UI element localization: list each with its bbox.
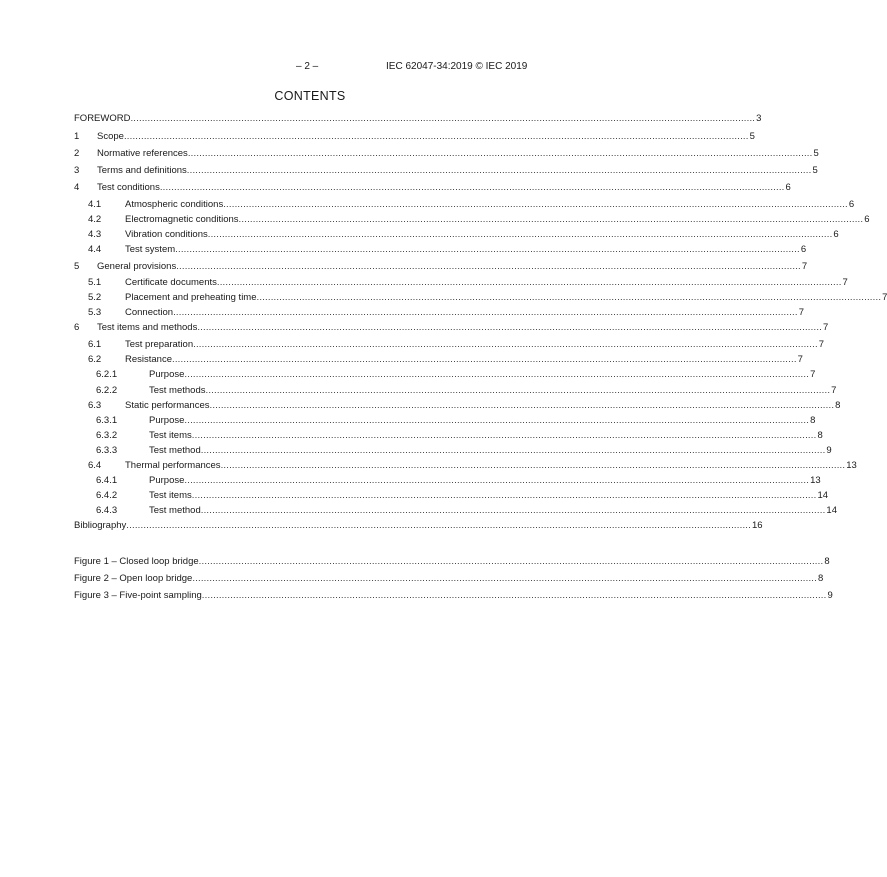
toc-entry-number: 6.4.3: [96, 505, 118, 516]
toc-entry[interactable]: [74, 475, 821, 487]
toc-entry[interactable]: [74, 354, 803, 366]
figure-entry-page: 9: [827, 590, 833, 601]
figure-entry-page: 8: [824, 556, 830, 567]
toc-entry-page: 7: [798, 307, 805, 318]
toc-entry-number: 6.2.1: [96, 369, 118, 380]
toc-entry-number: 6.4: [88, 460, 102, 471]
toc-entry-title: Terms and definitions: [97, 165, 187, 176]
toc-entry[interactable]: [74, 229, 839, 241]
toc-entry-number: 4.1: [88, 199, 102, 210]
toc-entry-page: 16: [751, 520, 763, 531]
dot-leader: ............................................................................................................................................................................................................................: [187, 148, 813, 159]
toc-entry[interactable]: [74, 182, 791, 194]
toc-entry-title: Normative references: [97, 148, 188, 159]
toc-entry-page: 14: [826, 505, 837, 516]
toc-entry[interactable]: [74, 400, 841, 412]
toc-entry-page: 6: [833, 229, 839, 240]
toc-entry-title: Vibration conditions: [125, 229, 208, 240]
toc-entry-title: Placement and preheating time: [125, 292, 257, 303]
dot-leader: ............................................................................................................................................................................................................................: [159, 182, 785, 193]
toc-entry-page: 6: [864, 214, 870, 225]
toc-entry[interactable]: [74, 369, 816, 381]
toc-entry-number: 6.4.2: [96, 490, 118, 501]
toc-entry-page: 13: [846, 460, 857, 471]
toc-entry-page: 7: [831, 385, 837, 396]
toc-entry-page: 14: [817, 490, 829, 501]
toc-entry-page: 7: [823, 322, 829, 333]
toc-entry[interactable]: [74, 520, 763, 532]
toc-entry[interactable]: [74, 415, 816, 427]
toc-entry-number: 3: [74, 165, 80, 176]
dot-leader: ............................................................................................................................................................................................................................: [205, 385, 831, 396]
toc-entry-title: Test preparation: [125, 339, 194, 350]
toc-entry-number: 6.2: [88, 354, 102, 365]
toc-entry[interactable]: [74, 385, 837, 397]
toc-entry-page: 8: [835, 400, 841, 411]
dot-leader: ............................................................................................................................................................................................................................: [198, 556, 824, 567]
toc-entry-number: 5.3: [88, 307, 102, 318]
toc-entry-number: 6.3: [88, 400, 102, 411]
dot-leader: ............................................................................................................................................................................................................................: [192, 573, 817, 584]
toc-entry-number: 6.2.2: [96, 385, 118, 396]
toc-entry-number: 1: [74, 131, 80, 142]
toc-entry-number: 6.4.1: [96, 475, 118, 486]
toc-entry-title: Resistance: [125, 354, 172, 365]
toc-entry[interactable]: [74, 261, 808, 273]
toc-entry-page: 6: [785, 182, 791, 193]
dot-leader: ............................................................................................................................................................................................................................: [175, 244, 800, 255]
toc-entry-title: Test methods: [149, 385, 206, 396]
dot-leader: ............................................................................................................................................................................................................................: [209, 400, 835, 411]
dot-leader: ............................................................................................................................................................................................................................: [216, 277, 842, 288]
toc-entry[interactable]: [74, 430, 823, 442]
dot-leader: ............................................................................................................................................................................................................................: [238, 214, 864, 225]
dot-leader: ............................................................................................................................................................................................................................: [184, 475, 810, 486]
toc-entry-number: 4: [74, 182, 80, 193]
toc-entry-number: 5.1: [88, 277, 102, 288]
toc-entry[interactable]: [74, 113, 762, 125]
toc-entry-title: Test items: [149, 490, 192, 501]
toc-entry-number: 6: [74, 322, 80, 333]
toc-entry-page: 8: [810, 415, 816, 426]
toc-entry-title: Atmospheric conditions: [125, 199, 224, 210]
page-number: – 2 –: [296, 61, 319, 72]
toc-entry-title: Electromagnetic conditions: [125, 214, 239, 225]
toc-entry-page: 6: [848, 199, 855, 210]
toc-entry-title: Static performances: [125, 400, 210, 411]
toc-entry-page: 7: [810, 369, 816, 380]
dot-leader: ............................................................................................................................................................................................................................: [126, 520, 751, 531]
dot-leader: ............................................................................................................................................................................................................................: [184, 369, 810, 380]
toc-entry-title: Thermal performances: [125, 460, 221, 471]
figure-entry-title: Figure 2 – Open loop bridge: [74, 573, 193, 584]
toc-entry[interactable]: [74, 165, 818, 177]
document-reference: IEC 62047-34:2019 © IEC 2019: [386, 61, 528, 72]
figure-entry-page: 8: [817, 573, 824, 584]
toc-entry-page: 6: [800, 244, 807, 255]
dot-leader: ............................................................................................................................................................................................................................: [191, 490, 817, 501]
toc-entry-number: 6.3.3: [96, 445, 118, 456]
toc-entry-number: 6.1: [88, 339, 102, 350]
toc-entry-page: 7: [882, 292, 887, 303]
toc-entry-title: Certificate documents: [125, 277, 217, 288]
toc-entry-page: 7: [797, 354, 803, 365]
dot-leader: ............................................................................................................................................................................................................................: [173, 307, 798, 318]
toc-entry-title: Scope: [97, 131, 124, 142]
toc-entry[interactable]: [74, 490, 829, 502]
toc-entry-page: 9: [826, 445, 832, 456]
figure-entry-title: Figure 1 – Closed loop bridge: [74, 556, 199, 567]
toc-entry[interactable]: [74, 307, 805, 319]
dot-leader: ............................................................................................................................................................................................................................: [201, 590, 827, 601]
toc-entry-number: 6.3.1: [96, 415, 118, 426]
toc-entry[interactable]: [74, 460, 857, 472]
toc-entry-page: 7: [801, 261, 808, 272]
toc-entry-number: 6.3.2: [96, 430, 118, 441]
toc-entry-page: 3: [756, 113, 762, 124]
toc-entry-title: Connection: [125, 307, 174, 318]
toc-entry-page: 5: [812, 165, 818, 176]
toc-entry[interactable]: [74, 199, 855, 211]
toc-entry-title: Purpose: [149, 369, 185, 380]
dot-leader: ............................................................................................................................................................................................................................: [197, 322, 822, 333]
toc-entry[interactable]: [74, 214, 870, 226]
toc-entry-number: 2: [74, 148, 80, 159]
toc-entry-title: Bibliography: [74, 520, 127, 531]
toc-entry-title: Test method: [149, 445, 201, 456]
toc-entry-page: 5: [749, 131, 755, 142]
dot-leader: ............................................................................................................................................................................................................................: [256, 292, 882, 303]
toc-entry-title: Test items: [149, 430, 192, 441]
toc-entry-title: Purpose: [149, 475, 185, 486]
toc-entry-number: 4.3: [88, 229, 102, 240]
dot-leader: ............................................................................................................................................................................................................................: [200, 505, 826, 516]
toc-entry[interactable]: [74, 244, 807, 256]
toc-entry[interactable]: [74, 292, 887, 304]
page-title: CONTENTS: [274, 89, 346, 103]
dot-leader: ............................................................................................................................................................................................................................: [130, 113, 756, 124]
dot-leader: ............................................................................................................................................................................................................................: [191, 430, 817, 441]
toc-entry-page: 13: [810, 475, 821, 486]
toc-entry-number: 5: [74, 261, 80, 272]
toc-entry[interactable]: [74, 131, 755, 143]
toc-entry-page: 7: [818, 339, 825, 350]
dot-leader: ............................................................................................................................................................................................................................: [223, 199, 848, 210]
toc-entry-title: Test system: [125, 244, 176, 255]
dot-leader: ............................................................................................................................................................................................................................: [193, 339, 818, 350]
dot-leader: ............................................................................................................................................................................................................................: [220, 460, 846, 471]
dot-leader: ............................................................................................................................................................................................................................: [200, 445, 826, 456]
dot-leader: ............................................................................................................................................................................................................................: [184, 415, 810, 426]
toc-entry-title: Test conditions: [97, 182, 160, 193]
toc-entry-page: 5: [813, 148, 819, 159]
toc-entry-number: 5.2: [88, 292, 102, 303]
toc-entry-page: 7: [842, 277, 848, 288]
toc-entry[interactable]: [74, 445, 832, 457]
toc-entry-title: Test method: [149, 505, 201, 516]
toc-entry-title: General provisions: [97, 261, 177, 272]
dot-leader: ............................................................................................................................................................................................................................: [172, 354, 797, 365]
figure-entry[interactable]: [74, 590, 833, 602]
toc-entry[interactable]: [74, 277, 848, 289]
figure-entry[interactable]: [74, 573, 824, 585]
dot-leader: ............................................................................................................................................................................................................................: [186, 165, 812, 176]
dot-leader: ............................................................................................................................................................................................................................: [123, 131, 749, 142]
toc-entry-page: 8: [817, 430, 823, 441]
dot-leader: ............................................................................................................................................................................................................................: [207, 229, 833, 240]
toc-entry-number: 4.4: [88, 244, 102, 255]
toc-entry[interactable]: [74, 505, 837, 517]
toc-entry[interactable]: [74, 148, 819, 160]
toc-entry-title: FOREWORD: [74, 113, 131, 124]
toc-entry[interactable]: [74, 339, 825, 351]
toc-entry[interactable]: [74, 322, 829, 334]
figure-entry-title: Figure 3 – Five-point sampling: [74, 590, 202, 601]
toc-entry-title: Purpose: [149, 415, 185, 426]
figure-entry[interactable]: [74, 556, 830, 568]
toc-entry-title: Test items and methods: [97, 322, 198, 333]
toc-entry-number: 4.2: [88, 214, 102, 225]
dot-leader: ............................................................................................................................................................................................................................: [176, 261, 801, 272]
